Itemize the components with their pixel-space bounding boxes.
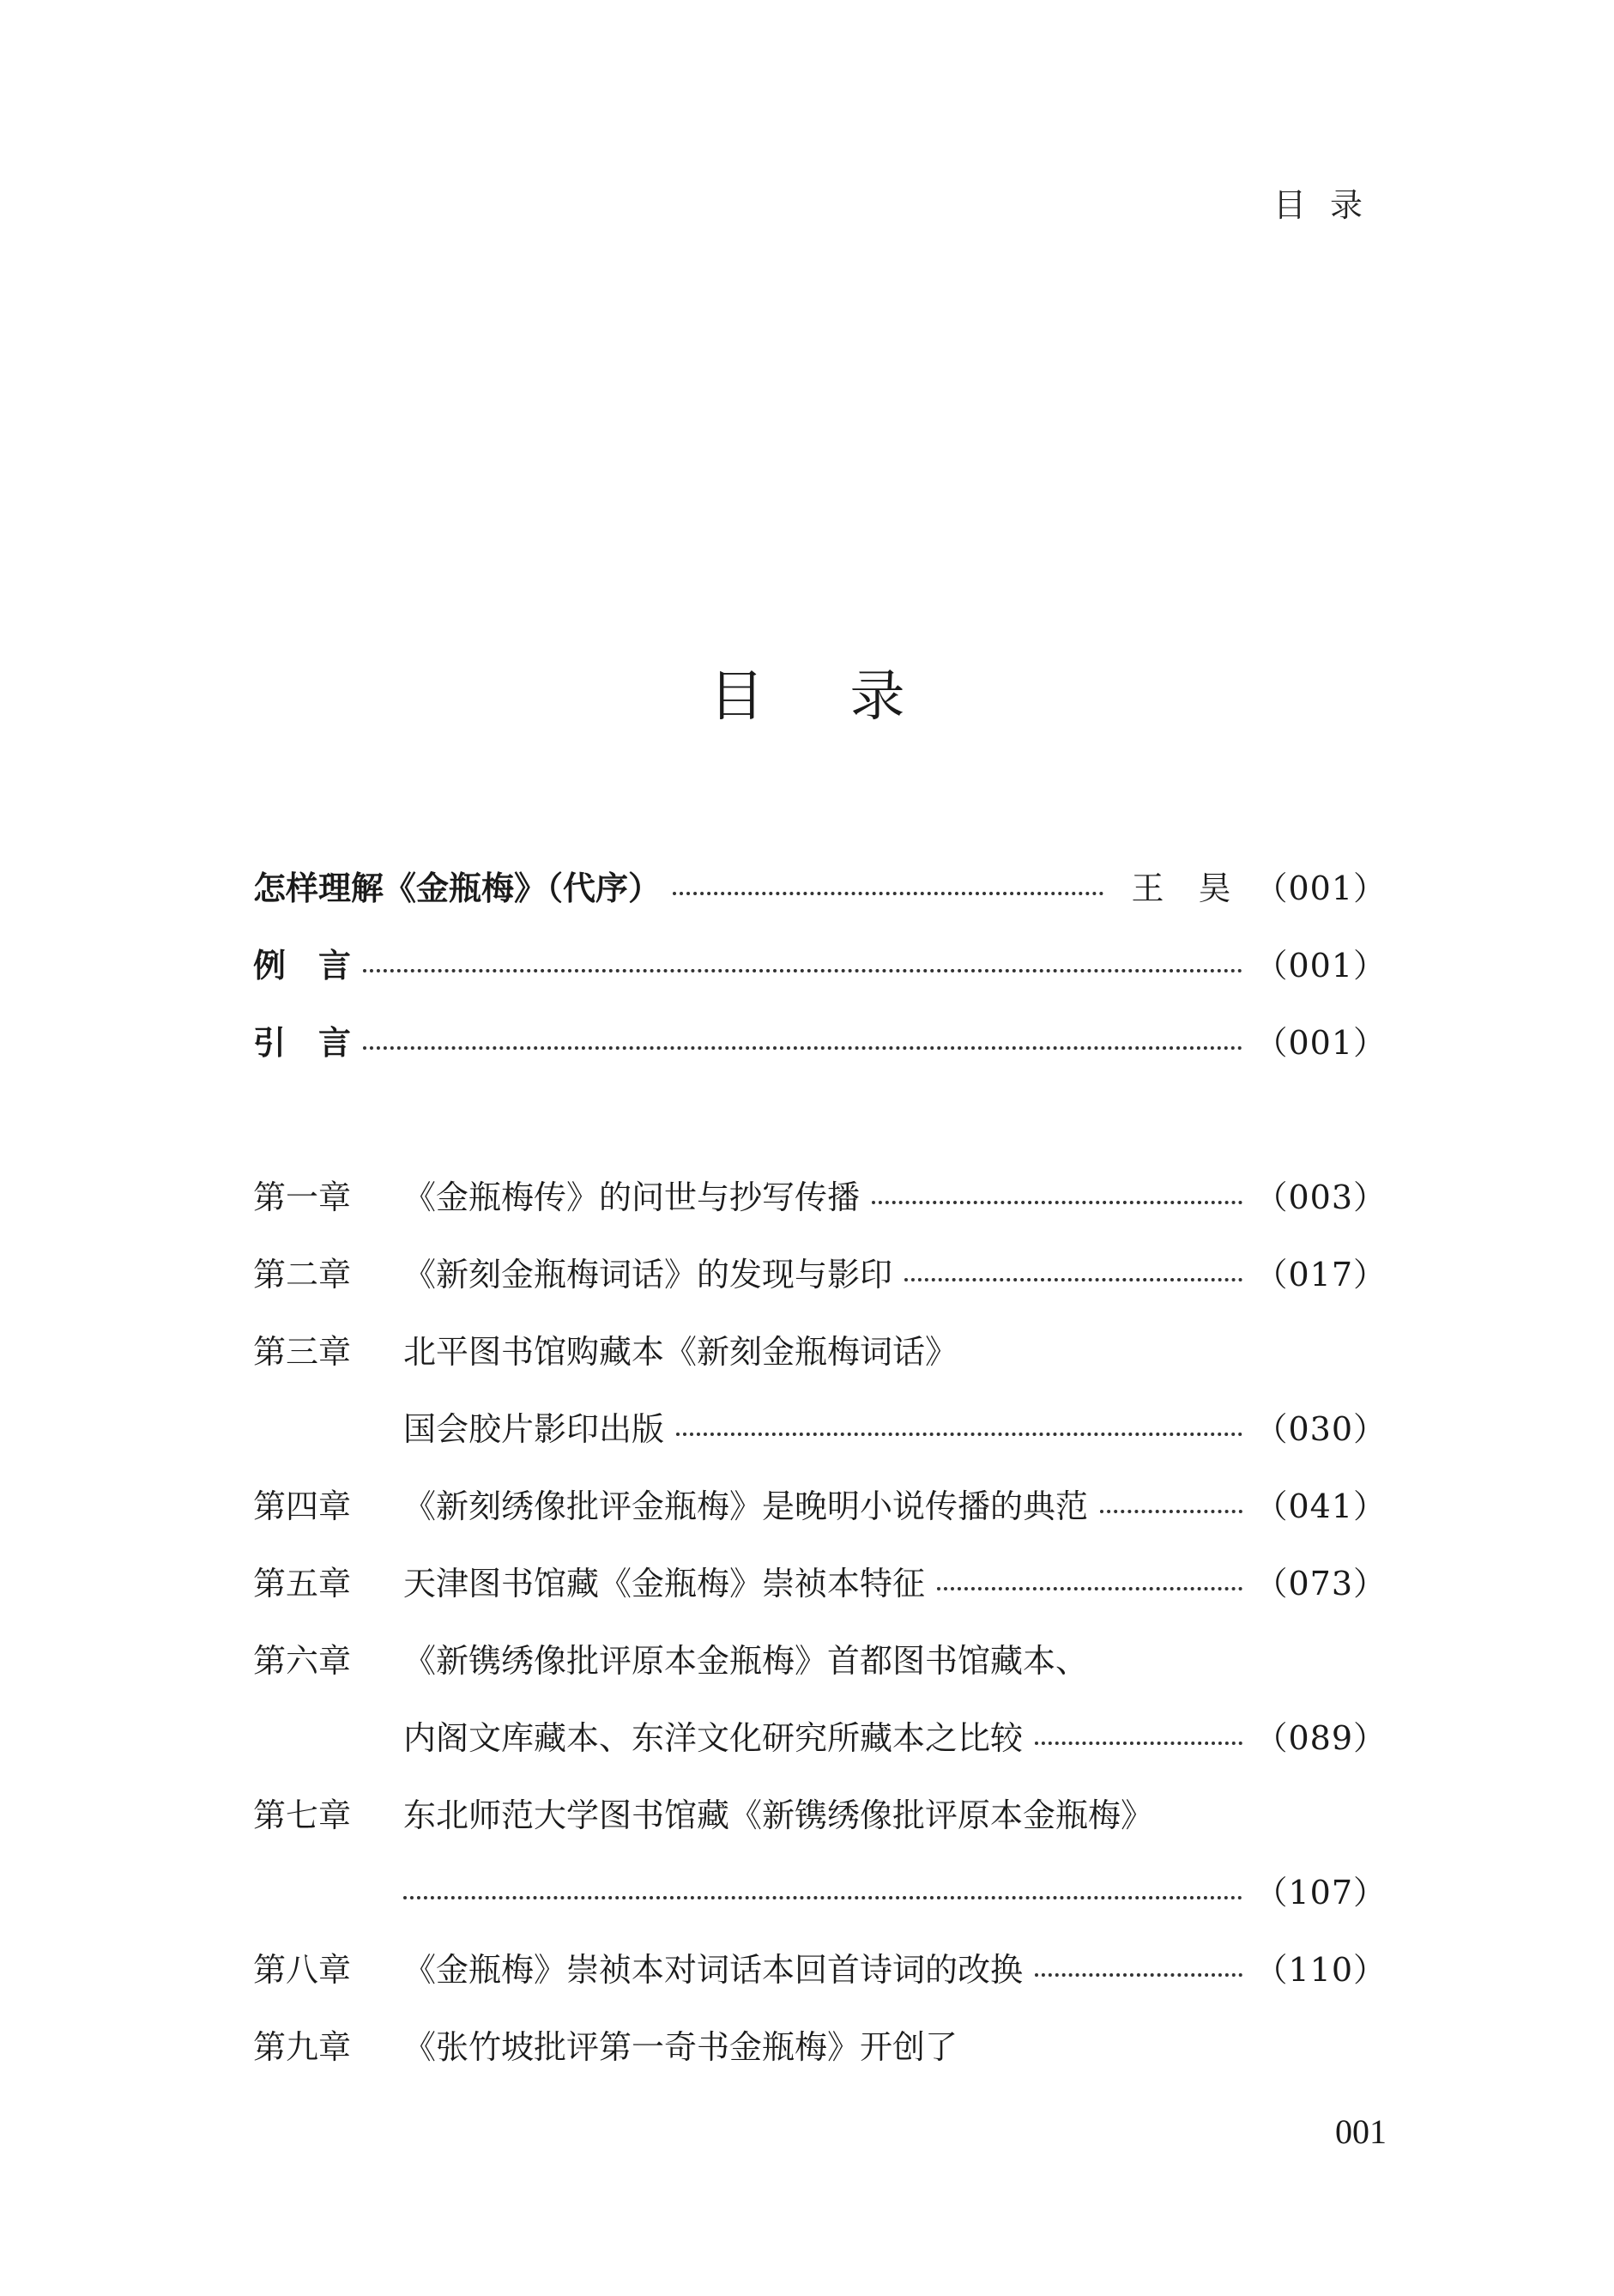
running-header: 目录 [1272, 186, 1387, 224]
dot-leader [872, 1201, 1242, 1204]
toc-entry-explanatory-notes[interactable] [253, 927, 1387, 1004]
toc-entry-chapter-4[interactable] [253, 1468, 1387, 1545]
toc-entry-chapter-9[interactable] [253, 2008, 1387, 2086]
dot-leader [673, 892, 1103, 895]
chapter-number: 第六章 [253, 1642, 352, 1680]
chapter-title-continued: 内阁文库藏本、东洋文化研究所藏本之比较 [403, 1719, 1024, 1757]
dot-leader [363, 969, 1242, 972]
toc-entry-chapter-8[interactable] [253, 1931, 1387, 2008]
entry-title: 引 言 [253, 1024, 352, 1062]
toc-entry-chapter-5[interactable] [253, 1545, 1387, 1622]
entry-page: （107） [1254, 1874, 1387, 1911]
entry-author: 王昊 [1131, 869, 1266, 907]
toc-entry-chapter-6-continued[interactable] [253, 1699, 1387, 1777]
entry-page: （110） [1254, 1951, 1387, 1989]
page-number: 001 [1335, 2112, 1387, 2151]
chapter-title: 《金瓶梅》崇祯本对词话本回首诗词的改换 [403, 1951, 1024, 1989]
chapter-number: 第九章 [253, 2028, 352, 2066]
chapter-number: 第一章 [253, 1178, 352, 1216]
toc-entry-preface[interactable] [253, 850, 1387, 927]
entry-page: （001） [1254, 1024, 1387, 1062]
page-title: 目录 [709, 665, 991, 729]
dot-leader [904, 1278, 1242, 1281]
toc-entry-chapter-7[interactable] [253, 1777, 1387, 1854]
chapter-number: 第三章 [253, 1333, 352, 1371]
entry-page: （001） [1254, 947, 1387, 984]
dot-leader [1035, 1742, 1242, 1745]
entry-page: （017） [1254, 1256, 1387, 1293]
entry-title: 怎样理解《金瓶梅》（代序） [253, 869, 662, 907]
dot-leader [403, 1896, 1242, 1899]
dot-leader [676, 1433, 1242, 1436]
entry-page: （001） [1254, 869, 1387, 907]
toc-entry-chapter-3[interactable] [253, 1313, 1387, 1390]
table-of-contents [253, 850, 1387, 2086]
entry-page: （073） [1254, 1565, 1387, 1602]
chapter-number: 第八章 [253, 1951, 352, 1989]
chapter-number: 第五章 [253, 1565, 352, 1602]
toc-entry-introduction[interactable] [253, 1004, 1387, 1081]
entry-page: （041） [1254, 1487, 1387, 1525]
chapter-title: 《新刻绣像批评金瓶梅》是晚明小说传播的典范 [403, 1487, 1089, 1525]
dot-leader [937, 1587, 1242, 1590]
chapter-number: 第四章 [253, 1487, 352, 1525]
dot-leader [1100, 1510, 1242, 1513]
dot-leader [363, 1046, 1242, 1050]
toc-entry-chapter-3-continued[interactable] [253, 1390, 1387, 1468]
chapter-number: 第七章 [253, 1796, 352, 1834]
chapter-title: 《金瓶梅传》的问世与抄写传播 [403, 1178, 861, 1216]
chapter-title: 北平图书馆购藏本《新刻金瓶梅词话》 [403, 1333, 958, 1371]
entry-page: （089） [1254, 1719, 1387, 1757]
toc-entry-chapter-7-continued[interactable] [253, 1854, 1387, 1931]
chapter-title-continued: 国会胶片影印出版 [403, 1410, 665, 1448]
entry-page: （030） [1254, 1410, 1387, 1448]
toc-entry-chapter-1[interactable] [253, 1159, 1387, 1236]
chapter-number: 第二章 [253, 1256, 352, 1293]
dot-leader [1035, 1973, 1242, 1977]
toc-entry-chapter-6[interactable] [253, 1622, 1387, 1699]
entry-page: （003） [1254, 1178, 1387, 1216]
chapter-title: 《新刻金瓶梅词话》的发现与影印 [403, 1256, 893, 1293]
toc-entry-chapter-2[interactable] [253, 1236, 1387, 1313]
chapter-title: 东北师范大学图书馆藏《新镌绣像批评原本金瓶梅》 [403, 1796, 1154, 1834]
chapter-title: 天津图书馆藏《金瓶梅》崇祯本特征 [403, 1565, 926, 1602]
entry-title: 例 言 [253, 947, 352, 984]
chapter-title: 《张竹坡批评第一奇书金瓶梅》开创了 [403, 2028, 958, 2066]
chapter-title: 《新镌绣像批评原本金瓶梅》首都图书馆藏本、 [403, 1642, 1089, 1680]
